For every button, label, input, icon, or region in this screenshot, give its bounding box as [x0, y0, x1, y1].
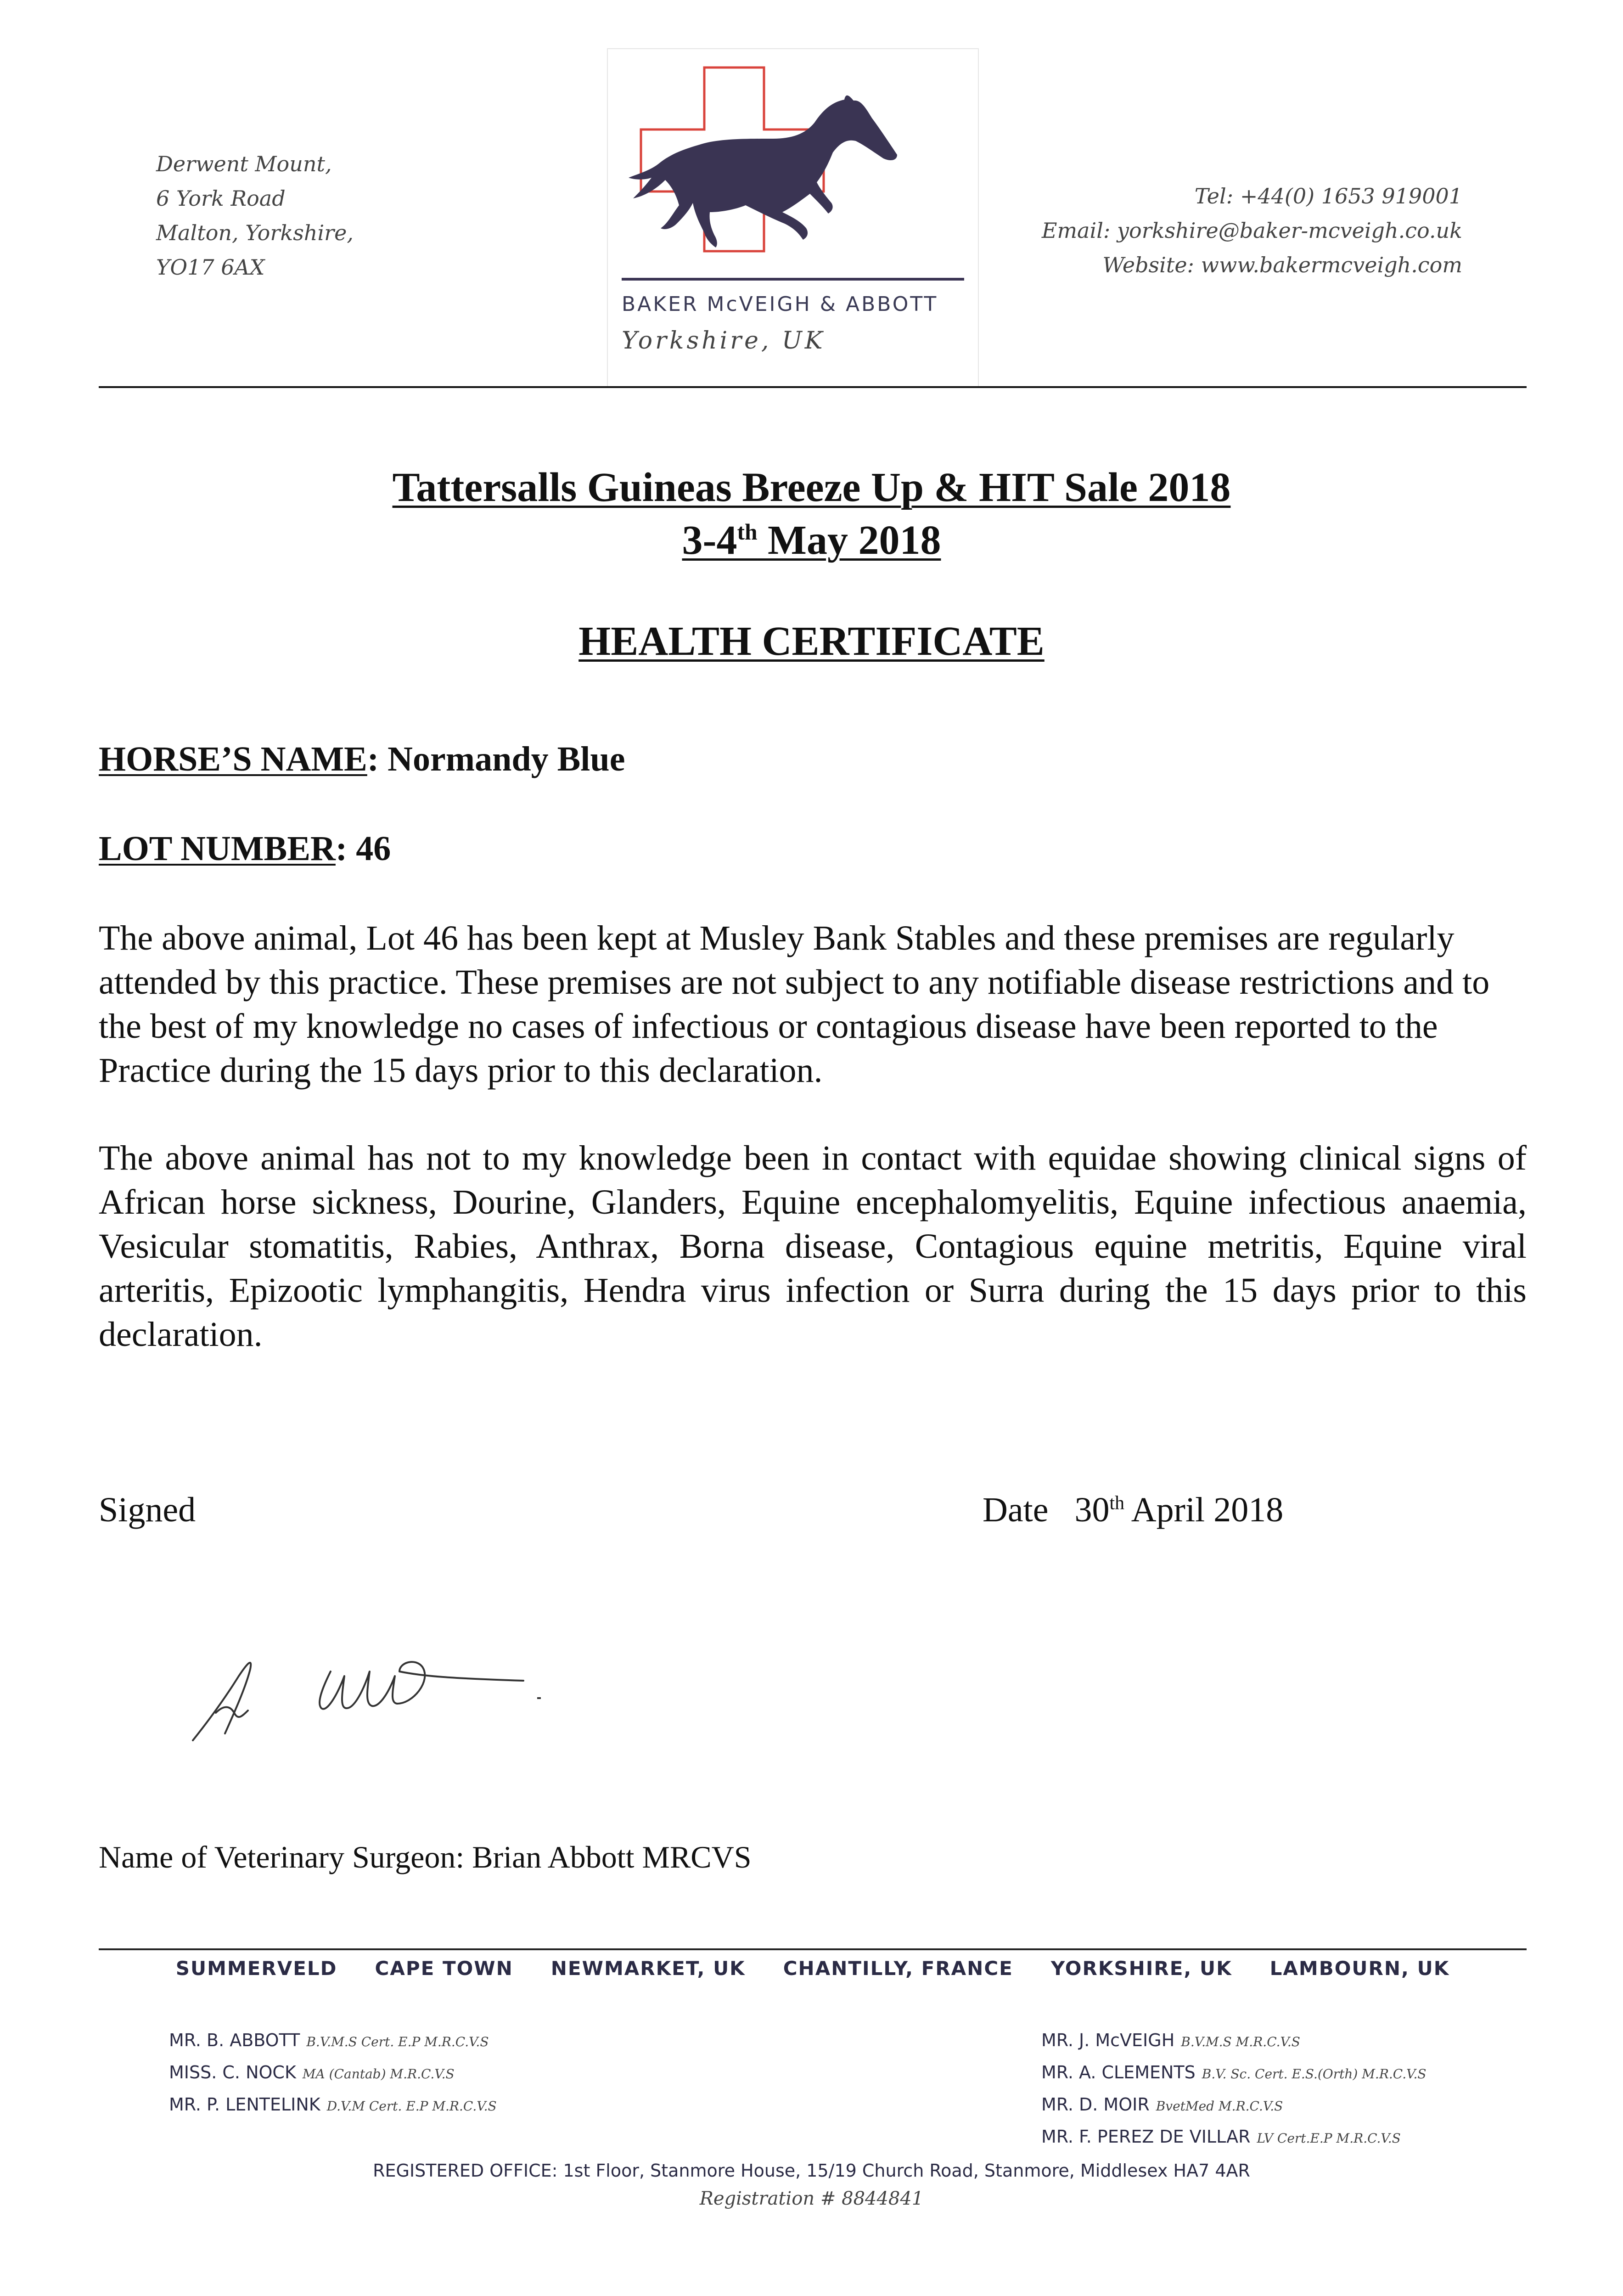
staff-name: MR. J. McVEIGH	[1041, 2030, 1175, 2050]
firm-name: BAKER McVEIGH & ABBOTT	[622, 293, 938, 316]
registered-office: REGISTERED OFFICE: 1st Floor, Stanmore House, 15/19 Church Road, Stanmore, Middlesex HA7 4AR	[373, 2161, 1250, 2181]
lot-number-value: : 46	[335, 829, 391, 868]
staff-qualifications: LV Cert.E.P M.R.C.V.S	[1257, 2131, 1401, 2146]
address-line: Derwent Mount,	[156, 152, 332, 176]
staff-entry	[169, 2025, 497, 2057]
staff-list-right	[1041, 2025, 1426, 2154]
staff-name: MR. B. ABBOTT	[169, 2030, 300, 2050]
staff-entry	[1041, 2025, 1426, 2057]
footer-divider	[99, 1948, 1527, 1950]
horse-name-value: : Normandy Blue	[367, 740, 625, 778]
location-item: LAMBOURN, UK	[1269, 1957, 1450, 1980]
staff-qualifications: B.V.M.S M.R.C.V.S	[1181, 2034, 1300, 2049]
sale-title: Tattersalls Guineas Breeze Up & HIT Sale 2018	[392, 465, 1231, 510]
date-suffix: th	[1109, 1492, 1124, 1514]
staff-entry	[169, 2089, 497, 2122]
office-locations	[99, 1957, 1527, 1980]
signed-label: Signed	[99, 1491, 196, 1529]
staff-qualifications: B.V.M.S Cert. E.P M.R.C.V.S	[306, 2034, 489, 2049]
horse-name-label: HORSE’S NAME	[99, 740, 367, 778]
staff-name: MR. D. MOIR	[1041, 2094, 1150, 2115]
location-item: NEWMARKET, UK	[550, 1957, 746, 1980]
practice-address	[156, 147, 354, 285]
contact-phone: Tel: +44(0) 1653 919001	[1194, 184, 1462, 208]
staff-entry	[1041, 2122, 1426, 2154]
registration-number: Registration # 8844841	[699, 2188, 924, 2209]
staff-list-left	[169, 2025, 497, 2122]
staff-entry	[169, 2057, 497, 2089]
staff-name: MR. P. LENTELINK	[169, 2094, 320, 2115]
sale-dates-start: 3-4	[682, 518, 737, 563]
practice-contact	[1042, 179, 1462, 282]
declaration-paragraph-premises: The above animal, Lot 46 has been kept at Musley Bank Stables and these premises are regularly attended by this practice. These premises are not subject to any notifiable disease restrictions and to the best of my knowledge no cases of infectious or contagious disease have been reported to the Practice during the 15 days prior to this declaration.	[99, 919, 1490, 1090]
veterinary-surgeon-name: Name of Veterinary Surgeon: Brian Abbott MRCVS	[99, 1840, 752, 1874]
staff-qualifications: B.V. Sc. Cert. E.S.(Orth) M.R.C.V.S	[1202, 2066, 1426, 2082]
firm-place: Yorkshire, UK	[622, 327, 826, 355]
staff-entry	[1041, 2089, 1426, 2122]
header-divider	[99, 386, 1527, 388]
location-item: YORKSHIRE, UK	[1050, 1957, 1232, 1980]
staff-name: MR. A. CLEMENTS	[1041, 2062, 1196, 2082]
certificate-title: HEALTH CERTIFICATE	[578, 619, 1045, 664]
contact-email[interactable]: Email: yorkshire@baker-mcveigh.co.uk	[1041, 218, 1462, 243]
date-month-year: April 2018	[1124, 1491, 1284, 1529]
staff-name: MISS. C. NOCK	[169, 2062, 296, 2082]
address-line: 6 York Road	[156, 186, 286, 211]
handwritten-signature	[184, 1644, 578, 1750]
practice-logo	[607, 48, 979, 387]
horse-name-field	[99, 739, 625, 779]
address-line: YO17 6AX	[156, 255, 265, 280]
address-line: Malton, Yorkshire,	[156, 220, 354, 245]
location-item: CHANTILLY, FRANCE	[783, 1957, 1013, 1980]
logo-divider	[622, 278, 964, 281]
sale-dates-month: May 2018	[757, 518, 941, 563]
sale-dates	[0, 517, 1623, 564]
location-item: CAPE TOWN	[375, 1957, 513, 1980]
staff-qualifications: D.V.M Cert. E.P M.R.C.V.S	[326, 2099, 497, 2114]
declaration-paragraph-diseases: The above animal has not to my knowledge been in contact with equidae showing clinical signs of African horse sickness, Dourine, Glanders, Equine encephalomyelitis, Equine infectious anaemia, Vesicular stomatitis, Rabies, Anthrax, Borna disease, Contagious equine metritis, Equine viral arteritis, Epizootic lymphangitis, Hendra virus infection or Surra during the 15 days prior to this declaration.	[99, 1139, 1527, 1354]
sale-dates-suffix: th	[737, 519, 758, 545]
staff-name: MR. F. PEREZ DE VILLAR	[1041, 2127, 1251, 2147]
signature-date	[983, 1490, 1283, 1530]
staff-entry	[1041, 2057, 1426, 2089]
lot-number-label: LOT NUMBER	[99, 829, 336, 868]
location-item: SUMMERVELD	[175, 1957, 337, 1980]
contact-website[interactable]: Website: www.bakermcveigh.com	[1102, 253, 1462, 277]
date-label: Date 30	[983, 1491, 1110, 1529]
staff-qualifications: BvetMed M.R.C.V.S	[1156, 2099, 1283, 2114]
lot-number-field	[99, 829, 391, 869]
staff-qualifications: MA (Cantab) M.R.C.V.S	[302, 2066, 455, 2082]
